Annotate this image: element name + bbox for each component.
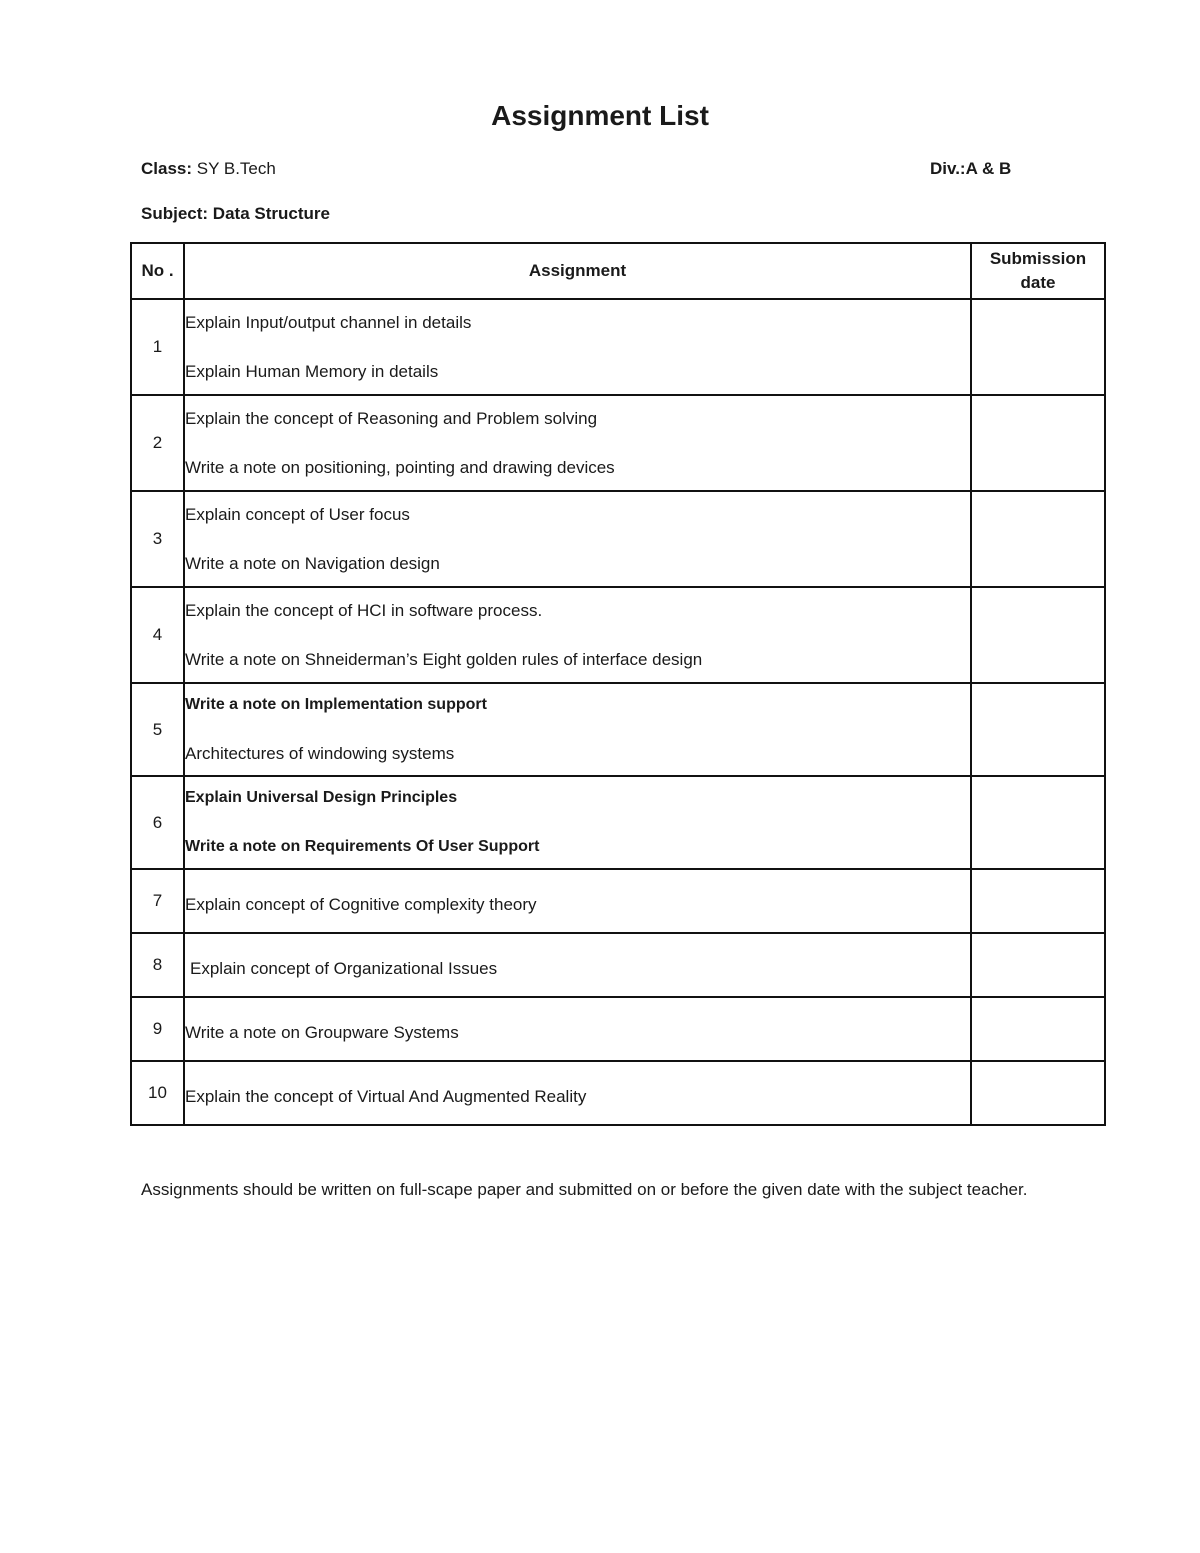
row-number: 1	[131, 299, 184, 395]
table-row	[131, 933, 1105, 997]
assignment-text: Explain concept of User focus	[185, 504, 410, 524]
submission-date-cell	[971, 997, 1105, 1061]
table-row	[131, 869, 1105, 933]
class-value: SY B.Tech	[196, 159, 276, 178]
table-row	[131, 997, 1105, 1061]
assignment-cell	[184, 299, 971, 395]
subject-label: Subject:	[141, 204, 209, 223]
assignment-text: Explain concept of Cognitive complexity theory	[185, 895, 537, 914]
submission-date-cell	[971, 933, 1105, 997]
assignment-cell	[184, 491, 971, 587]
submission-date-cell	[971, 299, 1105, 395]
assignment-text: Write a note on positioning, pointing and drawing devices	[185, 457, 615, 477]
table-header-row	[131, 243, 1105, 299]
row-number: 5	[131, 683, 184, 776]
assignment-text: Explain the concept of HCI in software process.	[185, 600, 543, 620]
row-number: 10	[131, 1061, 184, 1125]
assignment-cell	[184, 683, 971, 776]
div-label: Div.:	[930, 159, 966, 178]
assignment-cell	[184, 587, 971, 683]
class-label: Class:	[141, 159, 193, 178]
subject-value: Data Structure	[212, 204, 330, 223]
table-row	[131, 1061, 1105, 1125]
header-submission-date: Submission date	[971, 243, 1105, 299]
assignment-cell	[184, 933, 971, 997]
submission-date-cell	[971, 776, 1105, 869]
row-number: 6	[131, 776, 184, 869]
submission-date-cell	[971, 683, 1105, 776]
row-number: 3	[131, 491, 184, 587]
assignment-table	[130, 242, 1106, 1126]
row-number: 8	[131, 933, 184, 997]
subject-info	[141, 204, 330, 224]
submission-date-cell	[971, 869, 1105, 933]
header-no: No .	[131, 243, 184, 299]
assignment-text: Explain Input/output channel in details	[185, 312, 472, 332]
assignment-text: Write a note on Groupware Systems	[185, 1023, 459, 1042]
assignment-text: Write a note on Shneiderman’s Eight golden rules of interface design	[185, 649, 703, 669]
table-row	[131, 299, 1105, 395]
table-row	[131, 776, 1105, 869]
assignment-text: Explain concept of Organizational Issues	[190, 959, 498, 978]
assignment-text: Write a note on Implementation support	[185, 696, 487, 713]
table-row	[131, 683, 1105, 776]
page-title: Assignment List	[491, 100, 709, 131]
div-value: A & B	[965, 159, 1012, 178]
submission-instructions: Assignments should be written on full-scape paper and submitted on or before the given date with the subject teacher.	[141, 1180, 1028, 1199]
table-row	[131, 395, 1105, 491]
assignment-cell	[184, 869, 971, 933]
assignment-cell	[184, 997, 971, 1061]
submission-date-cell	[971, 395, 1105, 491]
row-number: 7	[131, 869, 184, 933]
division-info	[930, 159, 1011, 179]
class-info	[141, 159, 276, 179]
assignment-text: Architectures of windowing systems	[185, 744, 455, 763]
assignment-text: Explain Human Memory in details	[185, 361, 439, 381]
table-row	[131, 491, 1105, 587]
submission-date-cell	[971, 587, 1105, 683]
row-number: 9	[131, 997, 184, 1061]
table-row	[131, 587, 1105, 683]
assignment-text: Explain Universal Design Principles	[185, 789, 458, 806]
submission-date-cell	[971, 491, 1105, 587]
row-number: 4	[131, 587, 184, 683]
assignment-text: Explain the concept of Virtual And Augmented Reality	[185, 1087, 587, 1106]
header-assignment: Assignment	[184, 243, 971, 299]
assignment-text: Write a note on Navigation design	[185, 553, 440, 573]
assignment-cell	[184, 1061, 971, 1125]
assignment-text: Write a note on Requirements Of User Support	[185, 838, 540, 855]
submission-date-cell	[971, 1061, 1105, 1125]
assignment-cell	[184, 776, 971, 869]
assignment-cell	[184, 395, 971, 491]
assignment-text: Explain the concept of Reasoning and Problem solving	[185, 408, 598, 428]
row-number: 2	[131, 395, 184, 491]
